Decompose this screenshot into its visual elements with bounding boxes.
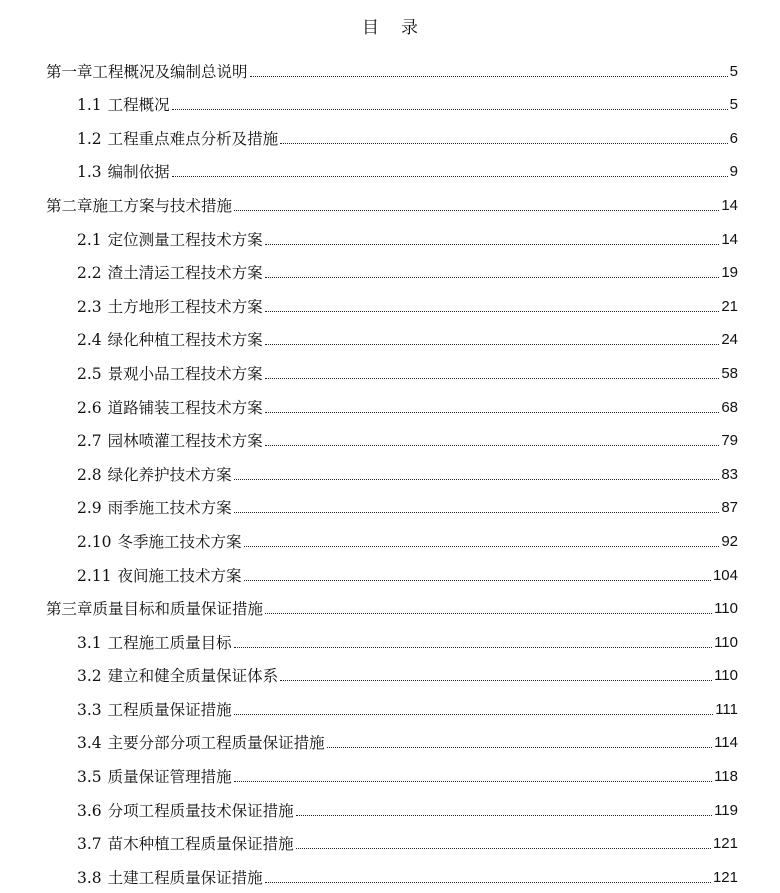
- toc-entry-label: 工程重点难点分析及措施: [107, 129, 279, 148]
- toc-page-number: 121: [712, 835, 738, 853]
- toc-chapter-entry[interactable]: [46, 586, 738, 620]
- toc-entry-label: 工程概况: [107, 96, 170, 115]
- toc-entry-label: 主要分部分项工程质量保证措施: [107, 734, 325, 753]
- toc-section-entry[interactable]: [46, 686, 738, 720]
- toc-section-entry[interactable]: [46, 82, 738, 116]
- toc-dot-leader: [280, 680, 712, 681]
- toc-entry-label: 绿化种植工程技术方案: [107, 331, 263, 350]
- toc-dot-leader: [296, 848, 711, 849]
- toc-section-entry[interactable]: [46, 350, 738, 384]
- toc-entry-label: 绿化养护技术方案: [107, 465, 232, 484]
- toc-page-number: 114: [714, 734, 738, 752]
- toc-dot-leader: [265, 445, 720, 446]
- toc-page-number: 9: [729, 163, 738, 181]
- toc-page-number: 111: [715, 700, 738, 718]
- toc-dot-leader: [265, 277, 720, 278]
- toc-dot-leader: [172, 176, 728, 177]
- toc-page-number: 19: [721, 264, 738, 282]
- toc-dot-leader: [265, 882, 711, 883]
- toc-dot-leader: [234, 512, 720, 513]
- toc-page-number: 14: [721, 196, 738, 214]
- toc-dot-leader: [234, 714, 714, 715]
- toc-entry-label: 第三章质量目标和质量保证措施: [46, 600, 264, 619]
- toc-entry-label: 渣土清运工程技术方案: [107, 264, 263, 283]
- toc-section-entry[interactable]: [46, 485, 738, 519]
- toc-entry-number: 3.8: [77, 868, 102, 887]
- toc-page-number: 68: [721, 398, 738, 416]
- toc-title: 目录: [362, 18, 440, 38]
- toc-page-number: 118: [714, 768, 738, 786]
- toc-dot-leader: [265, 311, 720, 312]
- toc-entry-number: 3.2: [77, 667, 102, 686]
- toc-entry-label: 冬季施工技术方案: [117, 532, 242, 551]
- toc-dot-leader: [265, 412, 720, 413]
- toc-page-number: 119: [714, 801, 738, 819]
- toc-page-number: 110: [714, 600, 738, 618]
- toc-page-number: 58: [721, 364, 738, 382]
- toc-entry-label: 土方地形工程技术方案: [107, 297, 263, 316]
- toc-page-number: 5: [729, 62, 738, 80]
- toc-section-entry[interactable]: [46, 216, 738, 250]
- toc-page-number: 79: [721, 432, 738, 450]
- toc-entry-label: 道路铺装工程技术方案: [107, 398, 263, 417]
- toc-section-entry[interactable]: [46, 720, 738, 754]
- toc-entry-number: 2.7: [77, 432, 102, 451]
- toc-entry-label: 定位测量工程技术方案: [107, 230, 263, 249]
- toc-entry-label: 质量保证管理措施: [107, 768, 232, 787]
- toc-entry-number: 3.7: [77, 835, 102, 854]
- toc-page-number: 21: [721, 297, 738, 315]
- toc-entry-label: 景观小品工程技术方案: [107, 364, 263, 383]
- toc-chapter-entry[interactable]: [46, 182, 738, 216]
- toc-entry-label: 土建工程质量保证措施: [107, 868, 263, 887]
- toc-dot-leader: [265, 613, 712, 614]
- toc-dot-leader: [234, 781, 712, 782]
- toc-page-number: 5: [729, 96, 738, 114]
- toc-entry-label: 建立和健全质量保证体系: [107, 667, 279, 686]
- toc-section-entry[interactable]: [46, 317, 738, 351]
- toc-chapter-entry[interactable]: [46, 48, 738, 82]
- toc-entry-number: 1.3: [77, 163, 102, 182]
- toc-entry-number: 3.5: [77, 768, 102, 787]
- toc-dot-leader: [327, 747, 712, 748]
- toc-dot-leader: [234, 647, 712, 648]
- toc-dot-leader: [265, 344, 720, 345]
- toc-entry-number: 2.6: [77, 398, 102, 417]
- toc-entry-number: 3.4: [77, 734, 102, 753]
- toc-section-entry[interactable]: [46, 149, 738, 183]
- toc-page-number: 24: [721, 331, 738, 349]
- toc-entry-number: 1.1: [77, 96, 102, 115]
- toc-page-number: 83: [721, 465, 738, 483]
- toc-section-entry[interactable]: [46, 854, 738, 888]
- toc-entry-label: 苗木种植工程质量保证措施: [107, 835, 294, 854]
- toc-section-entry[interactable]: [46, 250, 738, 284]
- toc-entry-number: 2.11: [77, 566, 112, 585]
- toc-section-entry[interactable]: [46, 821, 738, 855]
- toc-entry-number: 2.1: [77, 230, 102, 249]
- toc-entry-label: 分项工程质量技术保证措施: [107, 801, 294, 820]
- toc-dot-leader: [250, 76, 728, 77]
- toc-entry-number: 3.1: [77, 633, 102, 652]
- toc-section-entry[interactable]: [46, 384, 738, 418]
- toc-page-number: 6: [729, 129, 738, 147]
- toc-entry-number: 3.6: [77, 801, 102, 820]
- toc-section-entry[interactable]: [46, 451, 738, 485]
- toc-dot-leader: [172, 109, 728, 110]
- toc-page-number: 92: [721, 532, 738, 550]
- toc-dot-leader: [244, 546, 720, 547]
- toc-dot-leader: [244, 580, 711, 581]
- toc-section-entry[interactable]: [46, 115, 738, 149]
- toc-page-number: 110: [714, 633, 738, 651]
- toc-page-number: 121: [712, 868, 738, 886]
- toc-entry-label: 夜间施工技术方案: [117, 566, 242, 585]
- toc-section-entry[interactable]: [46, 787, 738, 821]
- toc-entry-label: 工程施工质量目标: [107, 633, 232, 652]
- toc-section-entry[interactable]: [46, 619, 738, 653]
- toc-dot-leader: [265, 378, 720, 379]
- toc-list: [46, 48, 738, 888]
- toc-dot-leader: [234, 210, 719, 211]
- toc-entry-number: 2.8: [77, 465, 102, 484]
- toc-dot-leader: [265, 244, 720, 245]
- toc-section-entry[interactable]: [46, 418, 738, 452]
- toc-entry-number: 3.3: [77, 700, 102, 719]
- toc-entry-label: 第二章施工方案与技术措施: [46, 196, 233, 215]
- toc-page-number: 104: [712, 566, 738, 584]
- toc-entry-number: 2.9: [77, 499, 102, 518]
- toc-entry-number: 2.3: [77, 297, 102, 316]
- toc-entry-label: 园林喷灌工程技术方案: [107, 432, 263, 451]
- toc-entry-label: 雨季施工技术方案: [107, 499, 232, 518]
- toc-dot-leader: [280, 143, 727, 144]
- toc-section-entry[interactable]: [46, 653, 738, 687]
- toc-page-number: 14: [721, 230, 738, 248]
- toc-entry-label: 第一章工程概况及编制总说明: [46, 62, 248, 81]
- toc-entry-label: 编制依据: [107, 163, 170, 182]
- toc-entry-number: 2.5: [77, 364, 102, 383]
- toc-section-entry[interactable]: [46, 518, 738, 552]
- toc-page-number: 87: [721, 499, 738, 517]
- toc-dot-leader: [234, 479, 720, 480]
- toc-entry-number: 2.4: [77, 331, 102, 350]
- toc-page-number: 110: [714, 667, 738, 685]
- toc-entry-number: 2.10: [77, 532, 112, 551]
- toc-entry-number: 2.2: [77, 264, 102, 283]
- toc-section-entry[interactable]: [46, 753, 738, 787]
- toc-entry-label: 工程质量保证措施: [107, 700, 232, 719]
- toc-section-entry[interactable]: [46, 552, 738, 586]
- toc-entry-number: 1.2: [77, 129, 102, 148]
- toc-dot-leader: [296, 815, 712, 816]
- toc-section-entry[interactable]: [46, 283, 738, 317]
